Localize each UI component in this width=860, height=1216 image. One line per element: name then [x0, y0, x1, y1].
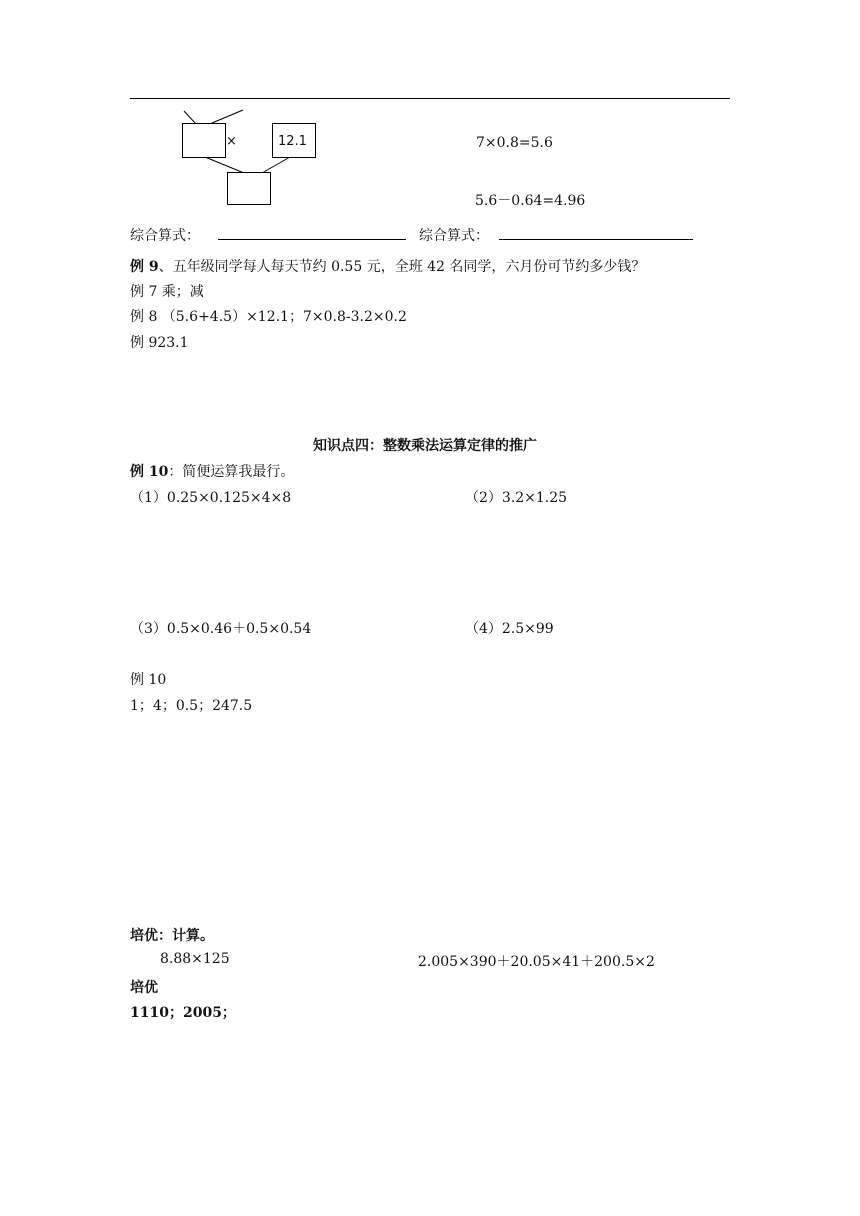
diagram-box-left: [182, 123, 226, 158]
example10-text: ：简便运算我最行。: [168, 464, 295, 480]
calc-right-2: 5.6－0.64=4.96: [475, 193, 586, 209]
peiyou-expr1: 8.88×125: [160, 951, 230, 967]
times-sign: ×: [226, 134, 237, 149]
diagram-box-value: [272, 123, 316, 158]
section4-title: 知识点四：整数乘法运算定律的推广: [313, 438, 537, 454]
formula-blank-left[interactable]: [218, 227, 406, 240]
example10-q1: （1）0.25×0.125×4×8: [130, 490, 292, 506]
example10-line: [130, 461, 294, 481]
example10-label: 例 10: [130, 464, 169, 480]
example10-q3: （3）0.5×0.46＋0.5×0.54: [130, 621, 312, 637]
answers2-values: 1；4；0.5；247.5: [130, 698, 253, 714]
peiyou-expr2: 2.005×390＋20.05×41＋200.5×2: [418, 954, 655, 970]
answers2-label: 例 10: [130, 672, 167, 688]
peiyou-answer-label: 培优: [130, 980, 158, 996]
formula-left: [130, 225, 406, 245]
box-value-text: 12.1: [278, 134, 307, 149]
diagram-lines: [0, 0, 860, 260]
example10-q2: （2）3.2×1.25: [465, 490, 568, 506]
example9-text: 、五年级同学每人每天节约 0.55 元，全班 42 名同学，六月份可节约多少钱？: [158, 259, 646, 275]
diagram-box-result: [227, 172, 271, 205]
calc-right-1: 7×0.8=5.6: [476, 135, 553, 151]
formula-blank-right[interactable]: [499, 227, 693, 240]
example9-label: 例 9: [130, 259, 159, 275]
answer-line-2: 例 8 （5.6+4.5）×12.1；7×0.8-3.2×0.2: [130, 309, 407, 325]
answer-line-3: 例 923.1: [130, 335, 189, 351]
example10-q4: （4）2.5×99: [465, 621, 554, 637]
formula-label-left: 综合算式：: [130, 228, 200, 244]
example9-line: [130, 256, 645, 276]
peiyou-title: 培优：计算。: [130, 928, 214, 944]
formula-right: [419, 225, 693, 245]
answer-line-1: 例 7 乘；减: [130, 284, 204, 300]
formula-label-right: 综合算式：: [419, 228, 489, 244]
peiyou-answer-values: 1110；2005；: [130, 1005, 236, 1021]
